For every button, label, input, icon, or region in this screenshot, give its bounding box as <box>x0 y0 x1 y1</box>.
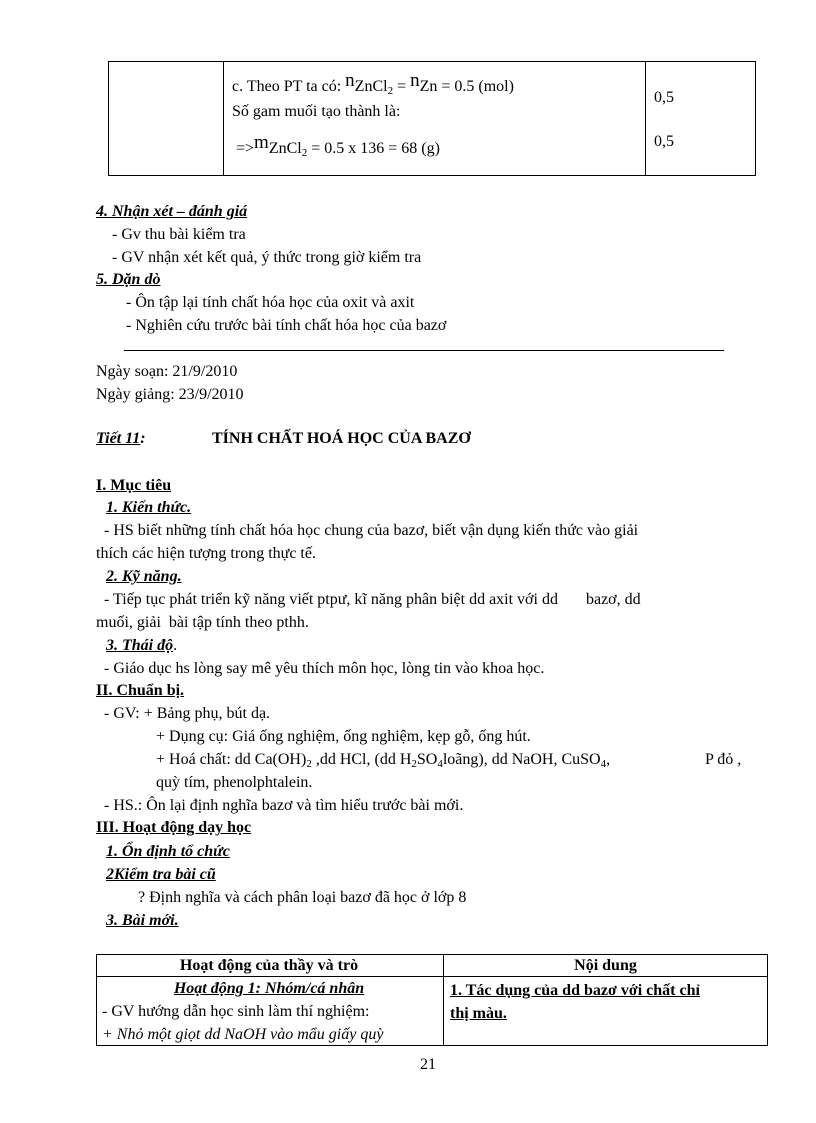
section-4-item: - Gv thu bài kiểm tra <box>112 226 246 243</box>
lesson-heading <box>96 429 146 449</box>
horizontal-divider <box>124 350 724 351</box>
chemicals-line <box>156 750 610 770</box>
activity-step-2: 2Kiểm tra bài cũ <box>106 866 216 883</box>
table-divider <box>645 62 646 175</box>
attitude-dot: . <box>173 637 178 654</box>
chem-text: ,dd HCl, (dd H <box>311 751 412 768</box>
skills-title: 2. Kỹ năng. <box>106 568 182 585</box>
knowledge-text: thích các hiện tượng trong thực tế. <box>96 545 316 562</box>
section-5-item: - Nghiên cứu trước bài tính chất hóa học của bazơ <box>126 317 447 334</box>
section-5-title: 5. Dặn dò <box>96 271 161 288</box>
activity-1-title: Hoạt động 1: Nhóm/cá nhân <box>173 980 365 997</box>
subscript: 2 <box>411 758 417 770</box>
score-1: 0,5 <box>654 89 674 106</box>
table-divider <box>223 62 224 175</box>
arrow-prefix: => <box>236 140 255 157</box>
chem-text: , <box>606 751 611 768</box>
review-question: ? Định nghĩa và cách phân loại bazơ đã học ở lớp 8 <box>138 889 467 906</box>
chem-text: SO <box>416 751 438 768</box>
content-1-title: thị màu. <box>450 1005 507 1022</box>
zn-symbol: Zn <box>419 78 438 95</box>
table-header-divider <box>97 976 767 977</box>
n-symbol: n <box>345 70 355 91</box>
objectives-title: I. Mục tiêu <box>96 477 172 494</box>
knowledge-text: - HS biết những tính chất hóa học chung của bazơ, biết vận dụng kiến thức vào giải <box>104 522 639 539</box>
chemicals-line-2: quỳ tím, phenolphtalein. <box>156 774 313 791</box>
preparation-title: II. Chuẩn bị. <box>96 682 185 699</box>
prep-date: Ngày soạn: 21/9/2010 <box>96 363 238 380</box>
content-1-title: 1. Tác dụng của dd bazơ với chất chỉ <box>450 982 700 999</box>
n-symbol: n <box>410 70 420 91</box>
attitude-title: 3. Thái độ <box>106 637 174 654</box>
skills-text: - Tiếp tục phát triển kỹ năng viết ptpư, kĩ năng phân biệt dd axit với dd bazơ, dd <box>104 591 641 608</box>
equation-line-3 <box>236 132 440 159</box>
subscript: 4 <box>437 758 443 770</box>
activities-title: III. Hoạt động dạy học <box>96 819 252 836</box>
subscript: 2 <box>301 147 308 159</box>
zncl-symbol: ZnCl <box>354 78 388 95</box>
activity-step-1: 1. Ổn định tổ chức <box>106 843 230 860</box>
equation-prefix: c. Theo PT ta có: <box>232 78 342 95</box>
activity-1-text: + Nhỏ một giọt dd NaOH vào mẩu giấy quỳ <box>102 1026 384 1043</box>
subscript: 2 <box>306 758 312 770</box>
section-5-item: - Ôn tập lại tính chất hóa học của oxit và axit <box>126 294 415 311</box>
zncl-symbol: ZnCl <box>268 140 302 157</box>
subscript: 2 <box>387 85 394 97</box>
m-symbol: m <box>254 132 269 153</box>
score-2: 0,5 <box>654 133 674 150</box>
column-header-content: Nội dung <box>574 957 637 974</box>
equation-result: = 0.5 (mol) <box>441 78 514 95</box>
knowledge-title: 1. Kiến thức. <box>106 499 192 516</box>
tools-line: + Dụng cụ: Giá ống nghiệm, ống nghiệm, kẹp gỗ, ống hút. <box>156 728 531 745</box>
lesson-title: TÍNH CHẤT HOÁ HỌC CỦA BAZƠ <box>212 430 471 447</box>
chem-text: P đỏ , <box>705 751 742 768</box>
equals: = <box>397 78 407 95</box>
chem-text: loãng), dd NaOH, CuSO <box>442 751 601 768</box>
activity-step-3: 3. Bài mới. <box>106 912 179 929</box>
teaching-date: Ngày giảng: 23/9/2010 <box>96 386 244 403</box>
lesson-label: Tiết 11 <box>96 430 141 447</box>
student-prep: - HS.: Ôn lại định nghĩa bazơ và tìm hiểu trước bài mới. <box>104 797 464 814</box>
attitude-text: - Giáo dục hs lòng say mê yêu thích môn học, lòng tin vào khoa học. <box>104 660 545 677</box>
teacher-prep: - GV: + Bảng phụ, bút dạ. <box>104 705 271 722</box>
column-header-activity: Hoạt động của thầy và trò <box>179 957 359 974</box>
equation-line-1 <box>232 70 514 97</box>
activity-1-text: - GV hướng dẫn học sinh làm thí nghiệm: <box>102 1003 370 1020</box>
subscript: 4 <box>600 758 607 770</box>
attitude-heading <box>106 636 177 656</box>
equation-line-2: Số gam muối tạo thành là: <box>232 103 401 120</box>
equation-result: = 0.5 x 136 = 68 (g) <box>311 140 440 157</box>
lesson-colon: : <box>140 430 146 447</box>
skills-text: muối, giải bài tập tính theo pthh. <box>96 614 309 631</box>
section-4-item: - GV nhận xét kết quả, ý thức trong giờ kiểm tra <box>112 249 422 266</box>
section-4-title: 4. Nhận xét – đánh giá <box>96 203 248 220</box>
page-number: 21 <box>420 1056 436 1073</box>
chem-text: + Hoá chất: dd Ca(OH) <box>156 751 307 768</box>
